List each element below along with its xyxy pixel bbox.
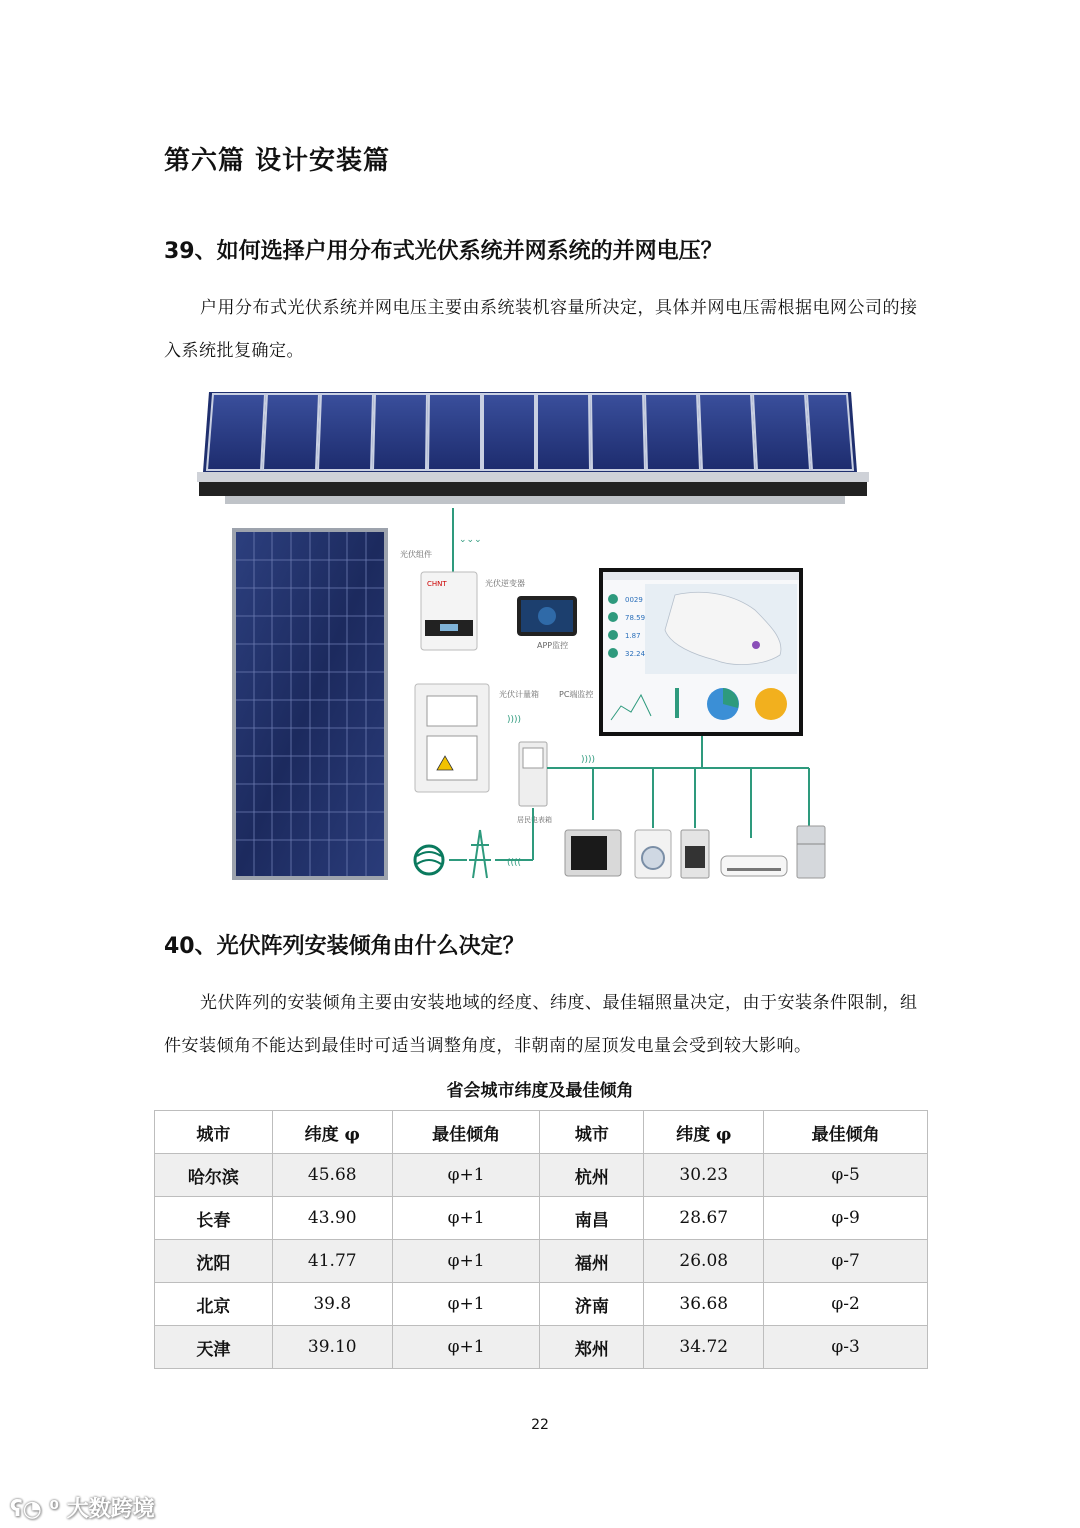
label-meter-box: 光伏计量箱 <box>499 690 539 699</box>
header-latitude: 纬度 φ <box>644 1111 764 1154</box>
question-39-paragraph: 户用分布式光伏系统并网电压主要由系统装机容量所决定，具体并网电压需根据电网公司的接入系统批复确定。 <box>164 298 918 361</box>
latitude-cell: 45.68 <box>272 1154 392 1197</box>
oven-icon <box>681 830 709 878</box>
latitude-tilt-table <box>154 1110 928 1369</box>
latitude-cell: 41.77 <box>272 1240 392 1283</box>
table-row <box>155 1197 928 1240</box>
tilt-cell: φ-7 <box>764 1240 928 1283</box>
header-city: 城市 <box>540 1111 644 1154</box>
table-caption: 省会城市纬度及最佳倾角 <box>446 1081 634 1101</box>
page-number: 22 <box>531 1417 549 1433</box>
pc-monitor-device <box>599 568 803 736</box>
table-row <box>155 1154 928 1197</box>
tilt-cell: φ-5 <box>764 1154 928 1197</box>
latitude-cell: 43.90 <box>272 1197 392 1240</box>
latitude-cell: 36.68 <box>644 1283 764 1326</box>
label-inverter: 光伏逆变器 <box>485 579 525 588</box>
tilt-cell: φ-3 <box>764 1326 928 1369</box>
latitude-cell: 28.67 <box>644 1197 764 1240</box>
monitor-stat-2: 78.59 <box>625 614 646 622</box>
air-conditioner-icon <box>721 856 787 876</box>
latitude-cell: 39.8 <box>272 1283 392 1326</box>
tilt-cell: φ-2 <box>764 1283 928 1326</box>
svg-text:⌄⌄⌄: ⌄⌄⌄ <box>459 535 482 545</box>
tilt-cell: φ+1 <box>392 1154 540 1197</box>
city-cell: 沈阳 <box>155 1240 273 1283</box>
tilt-cell: φ+1 <box>392 1326 540 1369</box>
pv-system-diagram <box>195 390 875 885</box>
question-39-title: 39、如何选择户用分布式光伏系统并网系统的并网电压？ <box>164 239 723 264</box>
label-pc: PC端监控 <box>559 690 594 699</box>
microwave-icon <box>565 830 621 876</box>
table-header-row <box>155 1111 928 1154</box>
monitor-stat-1: 0029 <box>625 596 643 604</box>
table-row <box>155 1326 928 1369</box>
svg-text:((((: (((( <box>507 858 522 868</box>
city-cell: 南昌 <box>540 1197 644 1240</box>
header-city: 城市 <box>155 1111 273 1154</box>
pv-module-panel <box>232 528 388 880</box>
roof-solar-array <box>197 392 869 504</box>
tilt-cell: φ+1 <box>392 1283 540 1326</box>
city-cell: 杭州 <box>540 1154 644 1197</box>
latitude-cell: 30.23 <box>644 1154 764 1197</box>
city-cell: 福州 <box>540 1240 644 1283</box>
city-cell: 哈尔滨 <box>155 1154 273 1197</box>
latitude-cell: 34.72 <box>644 1326 764 1369</box>
city-cell: 济南 <box>540 1283 644 1326</box>
header-tilt: 最佳倾角 <box>764 1111 928 1154</box>
latitude-cell: 26.08 <box>644 1240 764 1283</box>
city-cell: 长春 <box>155 1197 273 1240</box>
watermark-text: 大数跨境 <box>66 1497 155 1522</box>
svg-text:)))): )))) <box>507 715 522 725</box>
tilt-cell: φ-9 <box>764 1197 928 1240</box>
watermark <box>10 1492 155 1523</box>
label-home-meter: 居民电表箱 <box>517 816 552 824</box>
meter-box-device <box>415 684 489 792</box>
home-meter-device <box>519 742 547 806</box>
city-cell: 天津 <box>155 1326 273 1369</box>
city-cell: 郑州 <box>540 1326 644 1369</box>
label-pv-module: 光伏组件 <box>400 550 432 559</box>
table-row <box>155 1240 928 1283</box>
chapter-title: 第六篇 设计安装篇 <box>164 146 391 176</box>
watermark-logo-icon: ʕ◔ ⁰ <box>10 1497 60 1522</box>
city-cell: 北京 <box>155 1283 273 1326</box>
refrigerator-icon <box>797 826 825 878</box>
tilt-cell: φ+1 <box>392 1240 540 1283</box>
label-app: APP监控 <box>537 641 569 650</box>
power-tower-icon <box>469 830 491 878</box>
inverter-brand: CHNT <box>427 580 447 588</box>
question-40-paragraph: 光伏阵列的安装倾角主要由安装地域的经度、纬度、最佳辐照量决定，由于安装条件限制，组件安装倾角不能达到最佳时可适当调整角度，非朝南的屋顶发电量会受到较大影响。 <box>164 993 918 1056</box>
latitude-cell: 39.10 <box>272 1326 392 1369</box>
header-tilt: 最佳倾角 <box>392 1111 540 1154</box>
tablet-app-device <box>517 596 577 636</box>
washing-machine-icon <box>635 830 671 878</box>
question-40-title: 40、光伏阵列安装倾角由什么决定？ <box>164 934 525 959</box>
tilt-cell: φ+1 <box>392 1197 540 1240</box>
state-grid-logo <box>415 846 443 874</box>
monitor-stat-4: 32.24 <box>625 650 646 658</box>
monitor-stat-3: 1.87 <box>625 632 641 640</box>
header-latitude: 纬度 φ <box>272 1111 392 1154</box>
inverter-device <box>421 572 477 650</box>
svg-text:)))): )))) <box>581 755 596 765</box>
table-row <box>155 1283 928 1326</box>
